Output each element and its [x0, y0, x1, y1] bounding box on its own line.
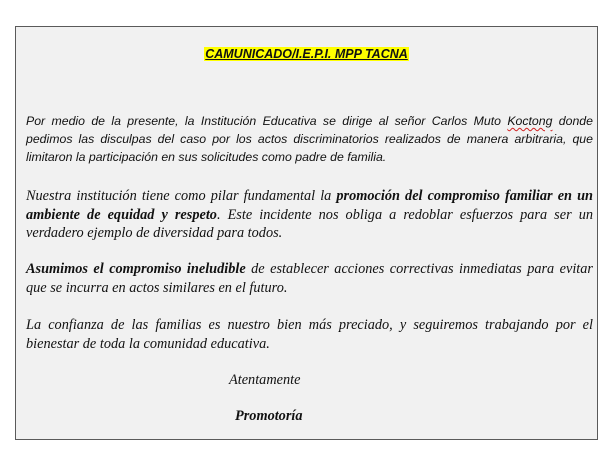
notice-text-box — [15, 26, 598, 440]
paragraph-corrective-actions — [26, 260, 593, 297]
misspelled-word: Koctong — [507, 114, 553, 128]
paragraph-commitment — [26, 187, 593, 243]
paragraph-commitment-tail: . Este incidente nos obliga a redoblar esfuerzos para ser un verdadero ejemplo de diversidad para todos. — [26, 206, 593, 241]
signature: Promotoría — [235, 408, 303, 424]
closing-salutation: Atentamente — [229, 372, 301, 388]
paragraph-trust: La confianza de las familias es nuestro bien más preciado, y seguiremos trabajando por el bienestar de toda la comunidad educativa. — [26, 317, 593, 352]
notice-title — [16, 47, 597, 61]
paragraph-apology-text-end: donde pedimos las disculpas del caso por los actos discriminatorios realizados de manera arbitraria, que limitaron la participación en sus solicitudes como padre de familia. — [26, 114, 593, 164]
paragraph-commitment-lead: Nuestra institución tiene como pilar fundamental la — [26, 188, 337, 204]
notice-title-highlight: CAMUNICADO/I.E.P.I. MPP TACNA — [205, 47, 408, 61]
paragraph-apology — [26, 112, 593, 166]
paragraph-apology-text-start: Por medio de la presente, la Institución Educativa se dirige al señor Carlos Muto — [26, 114, 508, 128]
paragraph-corrective-tail: de establecer acciones correctivas inmediatas para evitar que se incurra en actos similares en el futuro. — [26, 261, 593, 296]
paragraph-corrective-emphasis: Asumimos el compromiso ineludible — [26, 261, 246, 277]
paragraph-commitment-emphasis: promoción del compromiso familiar en un ambiente de equidad y respeto — [26, 188, 593, 223]
